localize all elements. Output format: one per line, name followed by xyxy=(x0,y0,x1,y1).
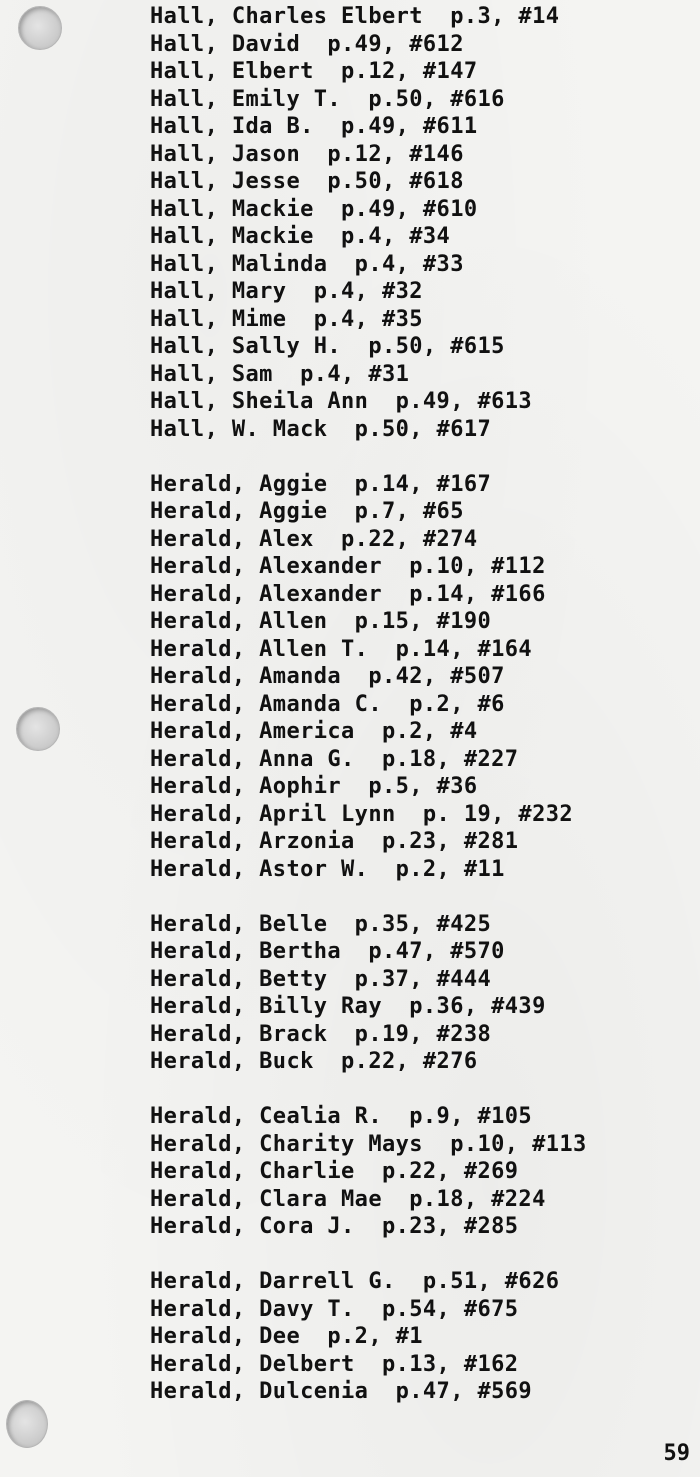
index-entry: Hall, Sally H. p.50, #615 xyxy=(150,334,505,359)
index-entry: Hall, Elbert p.12, #147 xyxy=(150,59,478,84)
index-group xyxy=(150,3,587,443)
index-entry: Hall, Emily T. p.50, #616 xyxy=(150,86,505,112)
index-entry: Herald, Alex p.22, #274 xyxy=(150,526,478,552)
index-entry: Herald, Aophir p.5, #36 xyxy=(150,774,478,799)
index-entry: Herald, Allen p.15, #190 xyxy=(150,609,492,634)
name-index xyxy=(150,3,587,1433)
index-entry: Hall, Ida B. p.49, #611 xyxy=(150,114,478,139)
index-entry: Hall, Mackie p.49, #610 xyxy=(150,196,478,222)
index-entry: Hall, David p.49, #612 xyxy=(150,31,464,57)
index-entry: Hall, Mackie p.4, #34 xyxy=(150,224,451,249)
index-entry: Hall, Mime p.4, #35 xyxy=(150,306,423,332)
index-entry: Herald, Cealia R. p.9, #105 xyxy=(150,1104,533,1129)
index-entry: Herald, Charity Mays p.10, #113 xyxy=(150,1131,587,1157)
index-entry: Herald, Brack p.19, #238 xyxy=(150,1021,492,1047)
index-entry: Herald, Amanda C. p.2, #6 xyxy=(150,691,505,717)
index-entry: Herald, Dulcenia p.47, #569 xyxy=(150,1379,533,1404)
index-entry: Herald, Betty p.37, #444 xyxy=(150,966,492,992)
index-entry: Herald, Cora J. p.23, #285 xyxy=(150,1214,519,1239)
index-entry: Herald, Darrell G. p.51, #626 xyxy=(150,1269,560,1294)
index-entry: Herald, Davy T. p.54, #675 xyxy=(150,1296,519,1322)
index-entry: Herald, Allen T. p.14, #164 xyxy=(150,636,533,662)
index-entry: Hall, Jason p.12, #146 xyxy=(150,141,464,167)
index-entry: Hall, Charles Elbert p.3, #14 xyxy=(150,4,560,29)
punch-hole-top xyxy=(18,6,62,50)
index-entry: Herald, Alexander p.10, #112 xyxy=(150,554,546,579)
index-entry: Hall, Sam p.4, #31 xyxy=(150,361,410,387)
index-entry: Herald, Amanda p.42, #507 xyxy=(150,664,505,689)
index-entry: Herald, Anna G. p.18, #227 xyxy=(150,746,519,772)
index-entry: Herald, Astor W. p.2, #11 xyxy=(150,856,505,882)
index-entry: Herald, April Lynn p. 19, #232 xyxy=(150,801,573,827)
index-group xyxy=(150,1103,587,1241)
index-group xyxy=(150,1268,587,1406)
index-entry: Hall, W. Mack p.50, #617 xyxy=(150,416,492,442)
punch-hole-bottom xyxy=(6,1400,48,1448)
index-entry: Hall, Mary p.4, #32 xyxy=(150,279,423,304)
index-entry: Hall, Malinda p.4, #33 xyxy=(150,251,464,277)
index-entry: Herald, Charlie p.22, #269 xyxy=(150,1159,519,1184)
index-entry: Herald, America p.2, #4 xyxy=(150,719,478,744)
punch-hole-middle xyxy=(16,707,60,751)
index-entry: Herald, Bertha p.47, #570 xyxy=(150,939,505,964)
index-entry: Herald, Delbert p.13, #162 xyxy=(150,1351,519,1377)
index-entry: Hall, Jesse p.50, #618 xyxy=(150,169,464,194)
index-group xyxy=(150,911,587,1076)
index-entry: Herald, Buck p.22, #276 xyxy=(150,1049,478,1074)
index-entry: Herald, Arzonia p.23, #281 xyxy=(150,829,519,854)
page-number: 59 xyxy=(663,1441,690,1466)
index-entry: Herald, Clara Mae p.18, #224 xyxy=(150,1186,546,1212)
index-entry: Herald, Belle p.35, #425 xyxy=(150,911,492,937)
index-entry: Herald, Aggie p.14, #167 xyxy=(150,471,492,497)
index-group xyxy=(150,471,587,884)
index-entry: Herald, Aggie p.7, #65 xyxy=(150,499,464,524)
index-entry: Herald, Alexander p.14, #166 xyxy=(150,581,546,607)
index-entry: Herald, Billy Ray p.36, #439 xyxy=(150,994,546,1019)
index-entry: Herald, Dee p.2, #1 xyxy=(150,1324,423,1349)
index-entry: Hall, Sheila Ann p.49, #613 xyxy=(150,389,533,414)
